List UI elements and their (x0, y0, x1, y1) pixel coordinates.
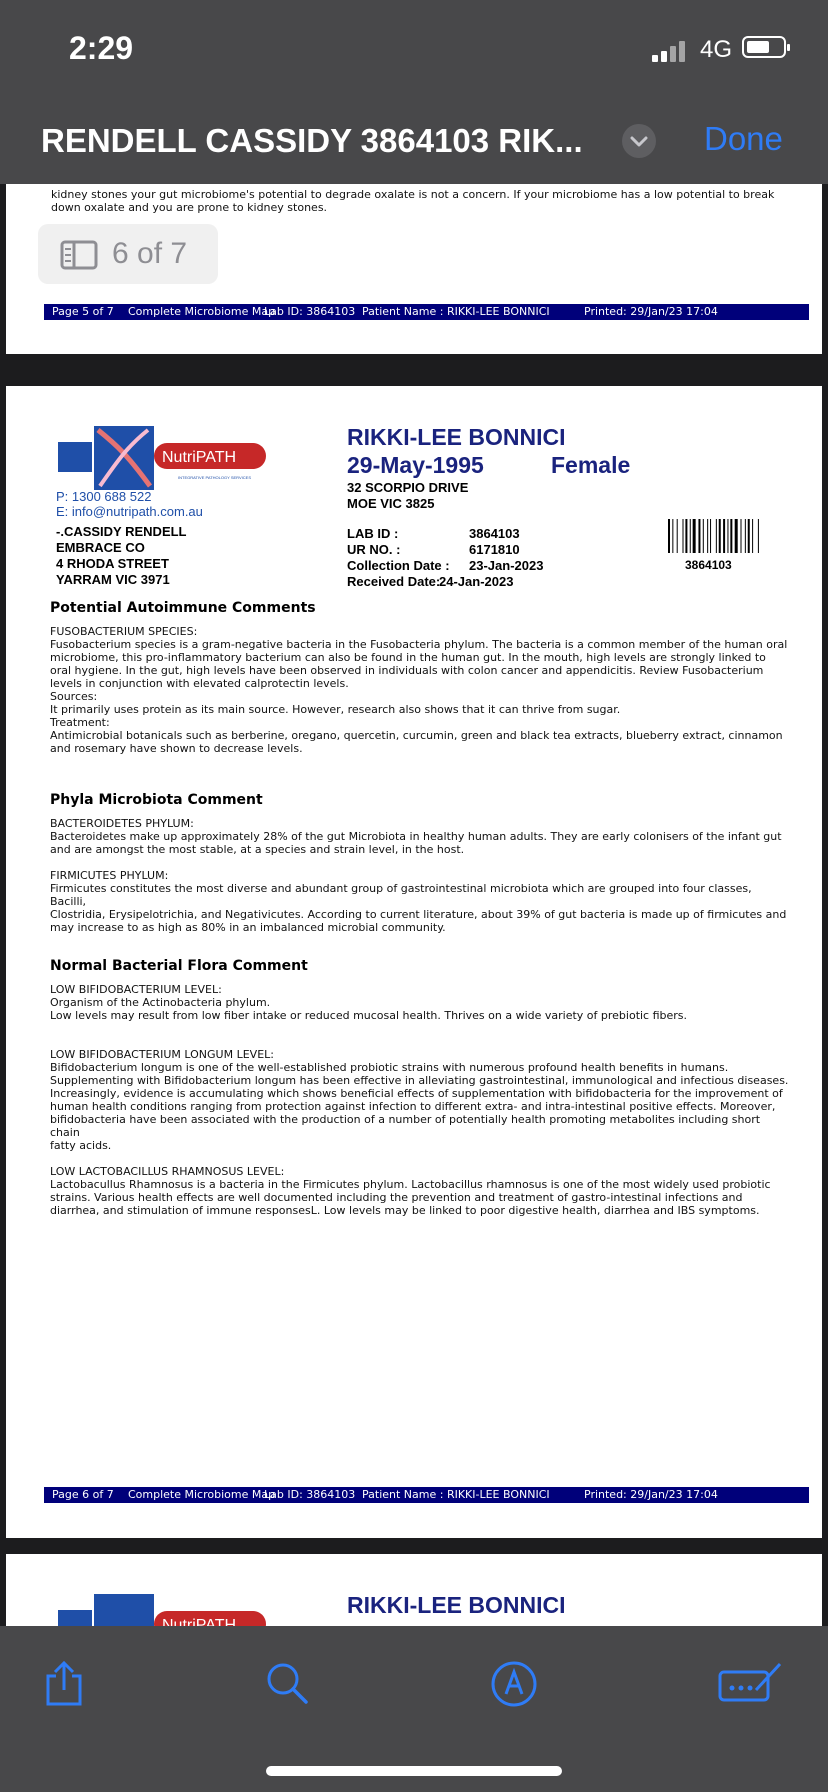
svg-text:NutriPATH (162, 1617, 236, 1626)
patient-name: RIKKI-LEE BONNICI (347, 1592, 566, 1618)
doctor-line: 4 RHODA STREET (56, 556, 169, 571)
text-line: Fusobacterium species is a gram-negative bacteria in the Fusobacteria phylum. The bacteria is a common member of the human oral (50, 638, 788, 651)
page6-footer (44, 1487, 809, 1503)
doctor-line: YARRAM VIC 3971 (56, 572, 170, 587)
markup-button[interactable] (490, 1660, 538, 1713)
section-title: Potential Autoimmune Comments (50, 600, 316, 616)
share-icon (42, 1660, 86, 1708)
text-line: LOW BIFIDOBACTERIUM LONGUM LEVEL: (50, 1048, 274, 1061)
phyla-section (50, 794, 790, 934)
page5-footer (44, 304, 809, 320)
search-button[interactable] (264, 1660, 310, 1711)
barcode (668, 519, 778, 553)
footer-report: Complete Microbiome Map (128, 1488, 276, 1501)
text-line: LOW BIFIDOBACTERIUM LEVEL: (50, 983, 222, 996)
ur-label: UR NO. : (347, 542, 401, 557)
collection-value: 23-Jan-2023 (469, 558, 544, 573)
received-label: Received Date: (347, 574, 441, 589)
patient-name: RIKKI-LEE BONNICI (347, 424, 566, 450)
text-line: may increase to as high as 80% in an imbalanced microbial community. (50, 921, 446, 934)
nutripath-logo (58, 426, 303, 492)
collection-label: Collection Date : (347, 558, 450, 573)
text-line: Clostridia, Erysipelotrichia, and Negativicutes. According to current literature, about 39% of gut bacteria is made up of firmicutes and (50, 908, 787, 921)
markup-pen-icon (490, 1660, 538, 1708)
nutripath-logo (58, 1594, 303, 1626)
text-line: BACTEROIDETES PHYLUM: (50, 817, 194, 830)
autoimmune-section (50, 602, 790, 755)
text-line: Bacteroidetes make up approximately 28% of the gut Microbiota in healthy human adults. They are early colonisers of the infant gut (50, 830, 782, 843)
search-icon (264, 1660, 310, 1706)
text-line: Sources: (50, 690, 98, 703)
signature-icon (716, 1660, 784, 1704)
text-line: Antimicrobial botanicals such as berberine, oregano, quercetin, curcumin, green and black tea extracts, blueberry extract, cinnamon (50, 729, 783, 742)
section-title: Normal Bacterial Flora Comment (50, 958, 308, 974)
network-type: 4G (700, 36, 733, 63)
barcode-number: 3864103 (685, 558, 732, 572)
doctor-line: EMBRACE CO (56, 540, 145, 555)
page-indicator-label: 6 of 7 (112, 237, 188, 270)
lab-phone: P: 1300 688 522 (56, 489, 152, 504)
received-value: 24-Jan-2023 (439, 574, 514, 589)
text-line: bifidobacteria have been associated with the production of a number of potentially health promoting metabolites including short chain (50, 1113, 761, 1139)
footer-lab: Lab ID: 3864103 (264, 1488, 356, 1501)
lab-id-label: LAB ID : (347, 526, 399, 541)
status-bar (0, 0, 828, 100)
footer-page: Page 6 of 7 (52, 1488, 114, 1501)
title-menu-button[interactable] (622, 124, 656, 158)
text-line: levels in conjunction with elevated calprotectin levels. (50, 677, 349, 690)
text-line: Treatment: (50, 716, 110, 729)
lab-contact (56, 489, 203, 519)
text-line: diarrhea, and stimulation of immune responsesL. Low levels may be linked to poor digestive health, diarrhea and IBS symptoms. (50, 1204, 760, 1217)
address-line: MOE VIC 3825 (347, 496, 435, 511)
text-line: It primarily uses protein as its main source. However, research also shows that it can thrive from sugar. (50, 703, 621, 716)
footer-page: Page 5 of 7 (52, 305, 114, 318)
home-indicator[interactable] (266, 1766, 562, 1776)
footer-lab: Lab ID: 3864103 (264, 305, 356, 318)
lab-email: E: info@nutripath.com.au (56, 504, 203, 519)
text-line: Supplementing with Bifidobacterium longum has been effective in alleviating gastrointestinal, immunological and infectious diseases. (50, 1074, 789, 1087)
lab-details-values (439, 526, 544, 590)
page5-snippet-line: down oxalate and you are prone to kidney stones. (51, 201, 328, 214)
share-button[interactable] (42, 1660, 86, 1713)
sidebar-icon (60, 240, 98, 270)
address-line: 32 SCORPIO DRIVE (347, 480, 469, 495)
done-button[interactable]: Done (704, 120, 783, 157)
pdf-page-6 (6, 386, 822, 1538)
doctor-name: -.CASSIDY RENDELL (56, 524, 187, 539)
page-indicator[interactable] (38, 224, 218, 284)
footer-report: Complete Microbiome Map (128, 305, 276, 318)
text-line: microbiome, this pro-inflammatory bacterium can also be found in the human gut. In the mouth, high levels are strongly linked to (50, 651, 766, 664)
footer-printed: Printed: 29/Jan/23 17:04 (584, 305, 718, 318)
text-line: Firmicutes constitutes the most diverse and abundant group of gastrointestinal microbiota which are grouped into four classes, Bacilli, (50, 882, 752, 908)
section-title: Phyla Microbiota Comment (50, 792, 263, 808)
svg-text:NutriPATH: NutriPATH (162, 449, 237, 466)
patient-dob: 29-May-1995 (347, 452, 484, 478)
text-line: oral hygiene. In the gut, high levels have been observed in individuals with colon cancer and appendicitis. Review Fusobacterium (50, 664, 764, 677)
text-line: fatty acids. (50, 1139, 112, 1152)
document-title[interactable]: RENDELL CASSIDY 3864103 RIK... (41, 122, 583, 159)
text-line: Organism of the Actinobacteria phylum. (50, 996, 271, 1009)
signature-button[interactable] (716, 1660, 784, 1709)
status-time: 2:29 (69, 30, 134, 66)
cellular-signal-icon (652, 40, 692, 62)
lab-id-value: 3864103 (469, 526, 520, 541)
patient-sex: Female (551, 452, 631, 478)
text-line: FUSOBACTERIUM SPECIES: (50, 625, 198, 638)
text-line: Low levels may result from low fiber intake or reduced mucosal health. Thrives on a wide variety of prebiotic fibers. (50, 1009, 688, 1022)
doctor-address (56, 524, 187, 588)
page5-snippet-line: kidney stones your gut microbiome's potential to degrade oxalate is not a concern. If your microbiome has a low potential to break (51, 188, 775, 201)
footer-patient: Patient Name : RIKKI-LEE BONNICI (362, 1488, 550, 1501)
text-line: Bifidobacterium longum is one of the well-established probiotic strains with numerous profound health benefits in humans. (50, 1061, 729, 1074)
text-line: FIRMICUTES PHYLUM: (50, 869, 169, 882)
text-line: and are amongst the most stable, at a species and strain level, in the host. (50, 843, 465, 856)
lab-details-labels (347, 526, 450, 590)
footer-printed: Printed: 29/Jan/23 17:04 (584, 1488, 718, 1501)
normal-flora-section (50, 960, 790, 1217)
footer-patient: Patient Name : RIKKI-LEE BONNICI (362, 305, 550, 318)
chevron-down-icon (630, 133, 648, 149)
text-line: strains. Various health effects are well documented including the prevention and treatment of gastro-intestinal infections and (50, 1191, 743, 1204)
page5-snippet (51, 188, 811, 214)
patient-address (347, 480, 468, 512)
ur-value: 6171810 (469, 542, 520, 557)
pdf-viewer[interactable] (0, 184, 828, 1626)
text-line: and rosemary have shown to decrease levels. (50, 742, 303, 755)
svg-text:INTEGRATIVE PATHOLOGY SERVICES: INTEGRATIVE PATHOLOGY SERVICES (178, 475, 251, 480)
text-line: human health conditions ranging from protection against infection to different extra- and intra-intestinal positive effects. Moreover, (50, 1100, 776, 1113)
text-line: Lactobacullus Rhamnosus is a bacteria in the Firmicutes phylum. Lactobacillus rhamnosus is one of the most widely used probiotic (50, 1178, 771, 1191)
text-line: LOW LACTOBACILLUS RHAMNOSUS LEVEL: (50, 1165, 285, 1178)
text-line: Increasingly, evidence is accumulating which shows beneficial effects of supplementation with bifidobacteria for the improvement of (50, 1087, 783, 1100)
pdf-page-7 (6, 1554, 822, 1626)
battery-icon (742, 36, 786, 58)
autoimmune-lines (50, 625, 790, 755)
